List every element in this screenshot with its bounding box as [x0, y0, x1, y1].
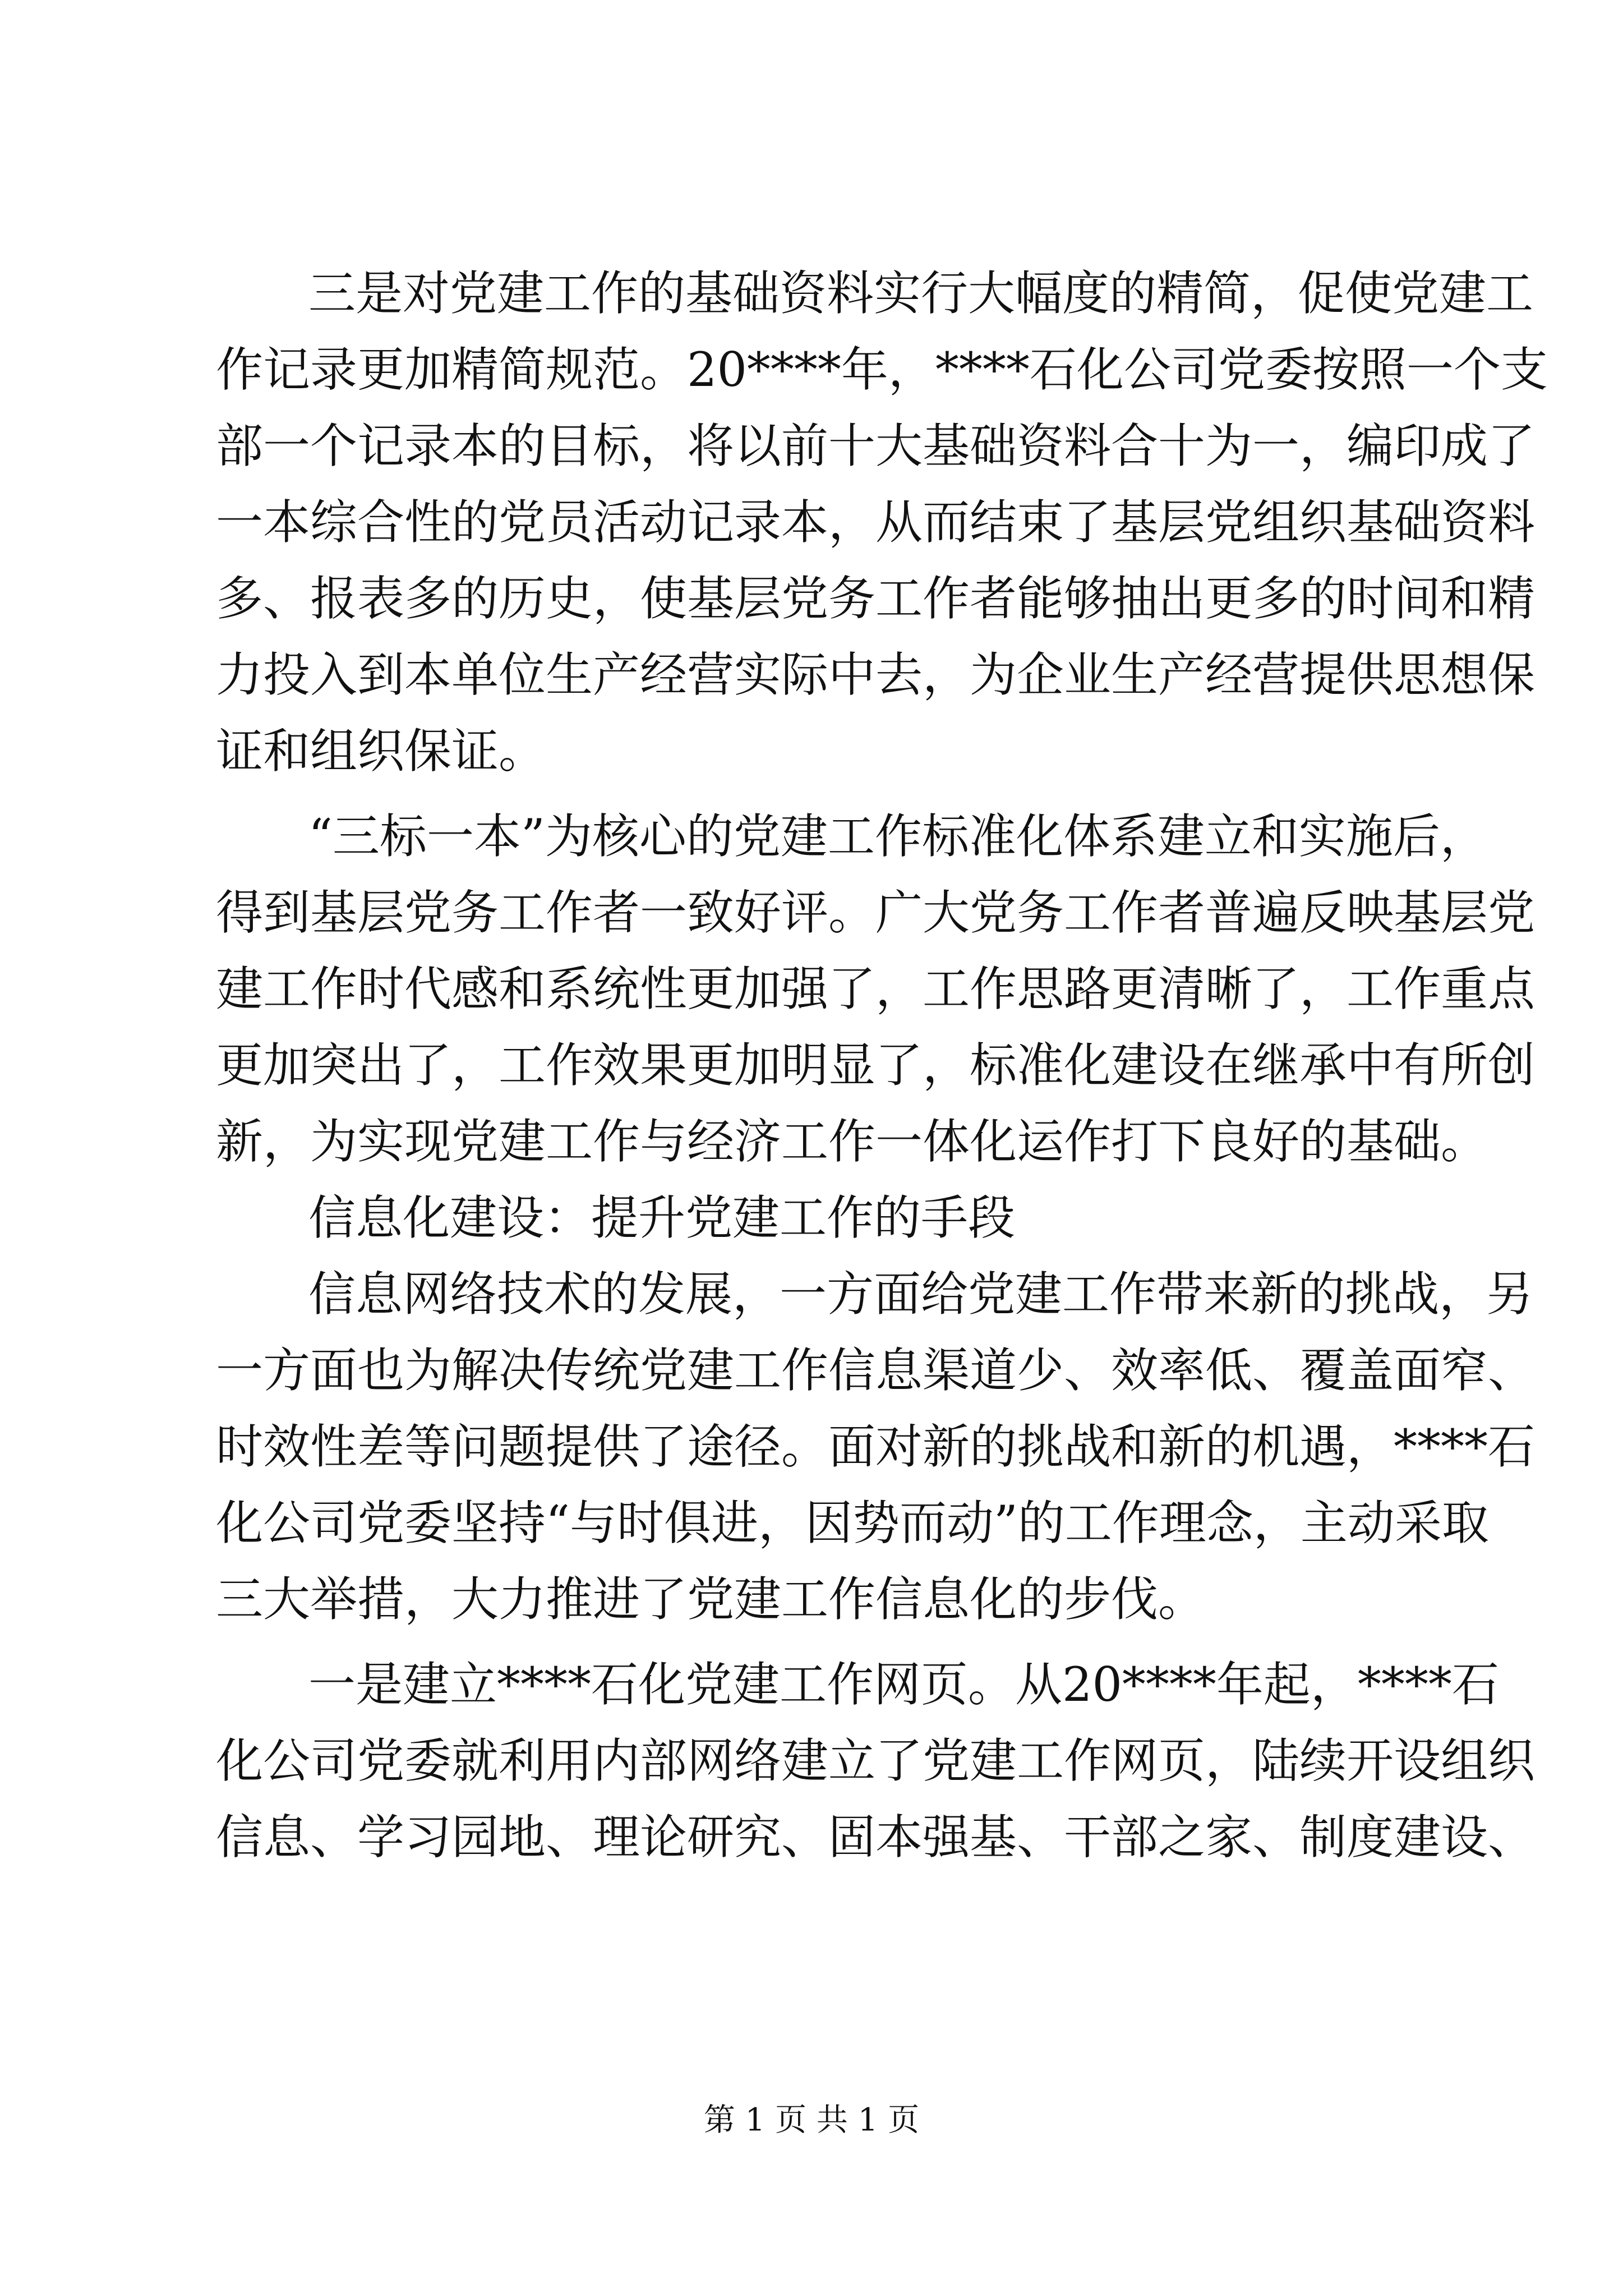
text-line: 三是对党建工作的基础资料实行大幅度的精简，促使党建工 — [308, 266, 1534, 321]
text-line: 部一个记录本的目标，将以前十大基础资料合十为一，编印成了 — [216, 418, 1536, 473]
text-line: 新，为实现党建工作与经济工作一体化运作打下良好的基础。 — [216, 1114, 1488, 1169]
section-heading-text: 信息化建设：提升党建工作的手段 — [308, 1190, 1016, 1245]
paragraph-2 — [216, 798, 1536, 1180]
text-line: 三大举措，大力推进了党建工作信息化的步伐。 — [216, 1572, 1206, 1627]
paragraph-4 — [216, 1646, 1536, 1875]
text-line: 力投入到本单位生产经营实际中去，为企业生产经营提供思想保 — [216, 647, 1536, 702]
text-line: 多、报表多的历史，使基层党务工作者能够抽出更多的时间和精 — [216, 571, 1536, 626]
document-body — [216, 255, 1548, 1875]
text-line: 一本综合性的党员活动记录本，从而结束了基层党组织基础资料 — [216, 495, 1536, 550]
text-line: 作记录更加精简规范。20****年，****石化公司党委按照一个支 — [216, 342, 1548, 397]
section-heading — [216, 1180, 1416, 1256]
page-number-footer: 第 1 页 共 1 页 — [703, 2102, 920, 2138]
text-line: 化公司党委就利用内部网络建立了党建工作网页，陆续开设组织 — [216, 1733, 1536, 1788]
paragraph-1 — [216, 255, 1548, 789]
text-line: 化公司党委坚持“与时俱进，因势而动”的工作理念，主动采取 — [216, 1496, 1489, 1550]
text-line: “三标一本”为核心的党建工作标准化体系建立和实施后， — [308, 809, 1487, 864]
text-line: 建工作时代感和系统性更加强了，工作思路更清晰了，工作重点 — [216, 961, 1536, 1016]
text-line: 时效性差等问题提供了途径。面对新的挑战和新的机遇，****石 — [216, 1419, 1536, 1474]
text-line: 更加突出了，工作效果更加明显了，标准化建设在继承中有所创 — [216, 1038, 1536, 1093]
paragraph-3 — [216, 1256, 1536, 1637]
text-line: 证和组织保证。 — [216, 724, 546, 779]
text-line: 得到基层党务工作者一致好评。广大党务工作者普遍反映基层党 — [216, 885, 1536, 940]
text-line: 信息网络技术的发展，一方面给党建工作带来新的挑战，另 — [308, 1267, 1534, 1322]
text-line: 一方面也为解决传统党建工作信息渠道少、效率低、覆盖面窄、 — [216, 1343, 1536, 1398]
text-line: 一是建立****石化党建工作网页。从20****年起，****石 — [308, 1657, 1499, 1712]
text-line: 信息、学习园地、理论研究、固本强基、干部之家、制度建设、 — [216, 1810, 1536, 1865]
